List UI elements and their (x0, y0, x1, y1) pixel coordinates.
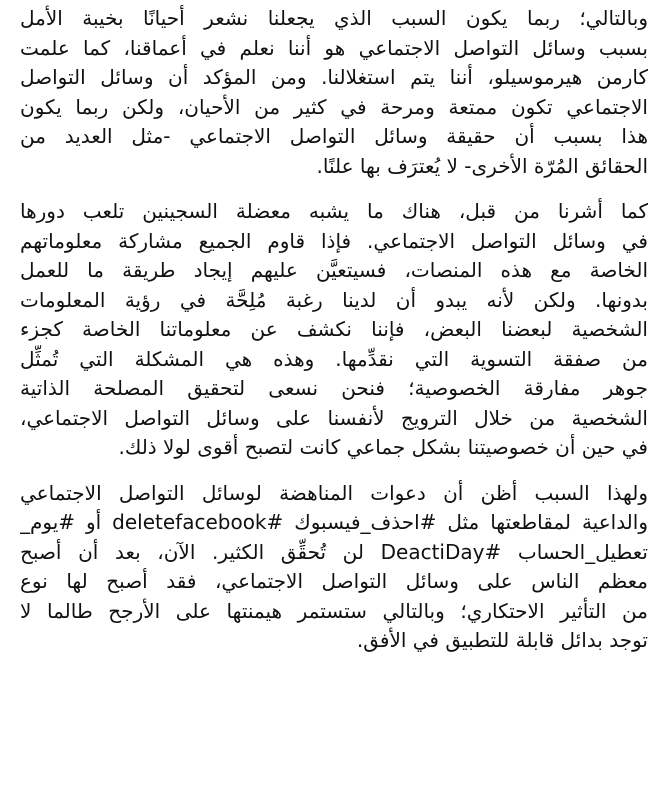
text-line: بدونها. ولكن لأنه يبدو أن لدينا رغبة مُلِحَّة في رؤية المعلومات (20, 287, 648, 312)
paragraph-1 (20, 4, 648, 181)
text-line: الشخصية لبعضنا البعض، فإننا نكشف عن معلوماتنا الخاصة كجزء (20, 317, 648, 341)
text-line: في وسائل التواصل الاجتماعي. فإذا قاوم الجميع مشاركة معلوماتهم (20, 228, 648, 253)
text-line: في حين أن خصوصيتنا بشكل جماعي كانت لتصبح أقوى لولا ذلك. (118, 435, 648, 459)
text-line: كارمن هيرموسيلو، أننا يتم استغلالنا. ومن المؤكد أن وسائل التواصل (20, 65, 648, 89)
text-line: هذا بسبب أن حقيقة وسائل التواصل الاجتماعي -مثل العديد من (20, 124, 648, 148)
text-line: معظم الناس على وسائل التواصل الاجتماعي، فقد أصبح لها نوع (20, 569, 648, 593)
text-line: الخاصة مع هذه المنصات، فسيتعيَّن عليهم إيجاد طريقة ما للعمل (20, 258, 648, 282)
paragraph-3 (20, 479, 648, 656)
text-line: توجد بدائل قابلة للتطبيق في الأفق. (356, 628, 648, 652)
text-line: جوهر مفارقة الخصوصية؛ فنحن نسعى لتحقيق المصلحة الذاتية (20, 376, 648, 400)
paragraph-spacer (20, 463, 648, 479)
text-line: بسبب وسائل التواصل الاجتماعي هو أننا نعلم في أعماقنا، كما علمت (20, 35, 648, 60)
text-line: كما أشرنا من قبل، هناك ما يشبه معضلة السجينين تلعب دورها (20, 199, 648, 223)
paragraph-2 (20, 197, 648, 463)
text-line: الحقائق المُرّة الأخرى- لا يُعترَف بها علنًا. (316, 153, 648, 178)
text-line: وبالتالي؛ ربما يكون السبب الذي يجعلنا نشعر أحيانًا بخيبة الأمل (20, 6, 648, 30)
text-line: الاجتماعي تكون ممتعة ومرحة في كثير من الأحيان، ولكن ربما يكون (20, 94, 648, 119)
text-line: الشخصية من خلال الترويج لأنفسنا على وسائل التواصل الاجتماعي، (20, 405, 648, 430)
text-line: ولهذا السبب أظن أن دعوات المناهضة لوسائل التواصل الاجتماعي (20, 480, 648, 505)
paragraph-spacer (20, 181, 648, 197)
text-line: تعطيل_الحساب #DeactiDay لن تُحقِّق الكثير. الآن، بعد أن أصبح (20, 539, 648, 564)
text-line: من التأثير الاحتكاري؛ وبالتالي ستستمر هيمنتها على الأرجح طالما لا (20, 598, 648, 623)
text-line: من صفقة التسوية التي نقدِّمها. وهذه هي المشكلة التي تُمثِّل (20, 346, 648, 371)
text-line: والداعية لمقاطعتها مثل #احذف_فيسبوك #deletefacebook أو #يوم_ (20, 510, 648, 534)
